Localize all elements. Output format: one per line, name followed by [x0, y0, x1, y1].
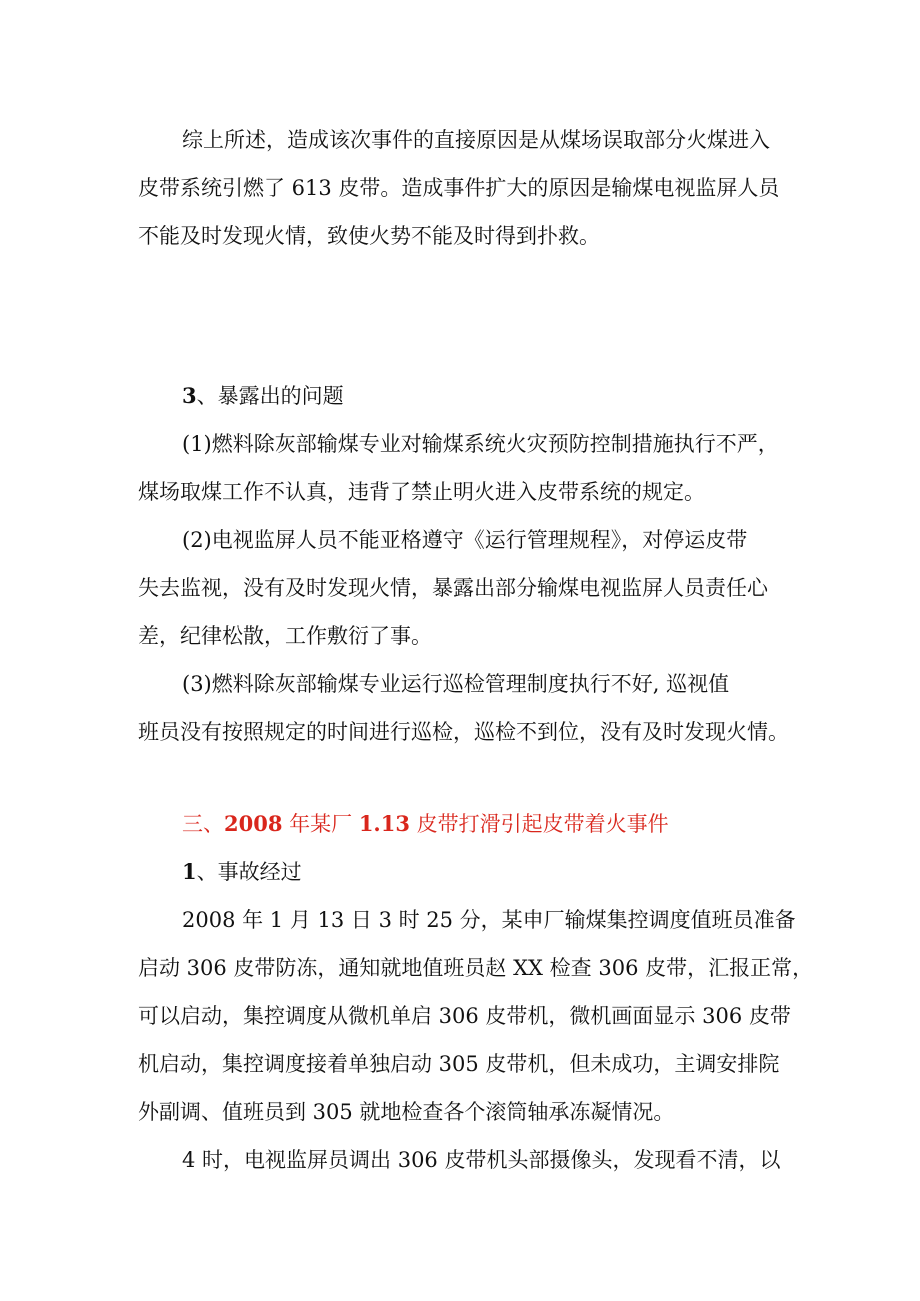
document-page [138, 116, 814, 1184]
spacer [138, 756, 790, 800]
accident-p1-line-2: 启动 306 皮带防冻，通知就地值班员赵 XX 检查 306 皮带，汇报正常， [138, 956, 814, 980]
section3-heading [138, 372, 790, 420]
part3-date: 1.13 [358, 811, 410, 836]
accident-p1-line-3: 可以启动，集控调度从微机单启 306 皮带机，微机画面显示 306 皮带 [138, 1004, 791, 1028]
summary-line-1: 综上所述，造成该次事件的直接原因是从煤场误取部分火煤进入 [182, 128, 770, 152]
part3-year: 2008 [224, 811, 283, 836]
item2-line-2: 失去监视，没有及时发现火情，暴露出部分输煤电视监屏人员责任心 [138, 576, 768, 600]
summary-line-3: 不能及时发现火情，致使火势不能及时得到扑救。 [138, 224, 600, 248]
summary-line-2: 皮带系统引燃了 613 皮带。造成事件扩大的原因是输煤电视监屏人员 [138, 176, 780, 200]
item2-line-3: 差，纪律松散，工作敷衍了事。 [138, 624, 432, 648]
accident-p1-line-1: 2008 年 1 月 13 日 3 时 25 分，某申厂输煤集控调度值班员准备 [182, 908, 796, 932]
section3-heading-number: 3 [182, 383, 197, 408]
accident-heading-number: 1 [182, 859, 197, 884]
part3-prefix: 三、 [182, 812, 224, 836]
accident-heading [138, 848, 790, 896]
part3-title [138, 800, 790, 848]
accident-paragraph-2 [138, 1136, 790, 1184]
summary-paragraph [138, 116, 790, 260]
item3-line-2: 班员没有按照规定的时间进行巡检，巡检不到位，没有及时发现火情。 [138, 720, 789, 744]
section3-item-1 [138, 420, 790, 516]
spacer [138, 260, 790, 372]
section3-heading-text: 、暴露出的问题 [196, 384, 344, 408]
accident-p1-line-5: 外副调、值班员到 305 就地检查各个滚筒轴承冻凝情况。 [138, 1100, 675, 1124]
item2-line-1: (2)电视监屏人员不能亚格遵守《运行管理规程》，对停运皮带 [182, 528, 748, 552]
accident-paragraph-1 [138, 896, 814, 1136]
item1-line-1: (1)燃料除灰部输煤专业对输煤系统火灾预防控制措施执行不严， [182, 432, 779, 456]
accident-heading-text: 、事故经过 [196, 860, 302, 884]
section3-item-2 [138, 516, 790, 660]
accident-p1-line-4: 机启动，集控调度接着单独启动 305 皮带机，但未成功，主调安排院 [138, 1052, 780, 1076]
part3-mid: 年某厂 [282, 812, 359, 836]
part3-suffix: 皮带打滑引起皮带着火事件 [409, 812, 669, 836]
item3-line-1: (3)燃料除灰部输煤专业运行巡检管理制度执行不好, 巡视值 [182, 672, 730, 696]
section3-item-3 [138, 660, 790, 756]
accident-p2-line-1: 4 时，电视监屏员调出 306 皮带机头部摄像头，发现看不清，以 [182, 1148, 781, 1172]
item1-line-2: 煤场取煤工作不认真，违背了禁止明火进入皮带系统的规定。 [138, 480, 705, 504]
